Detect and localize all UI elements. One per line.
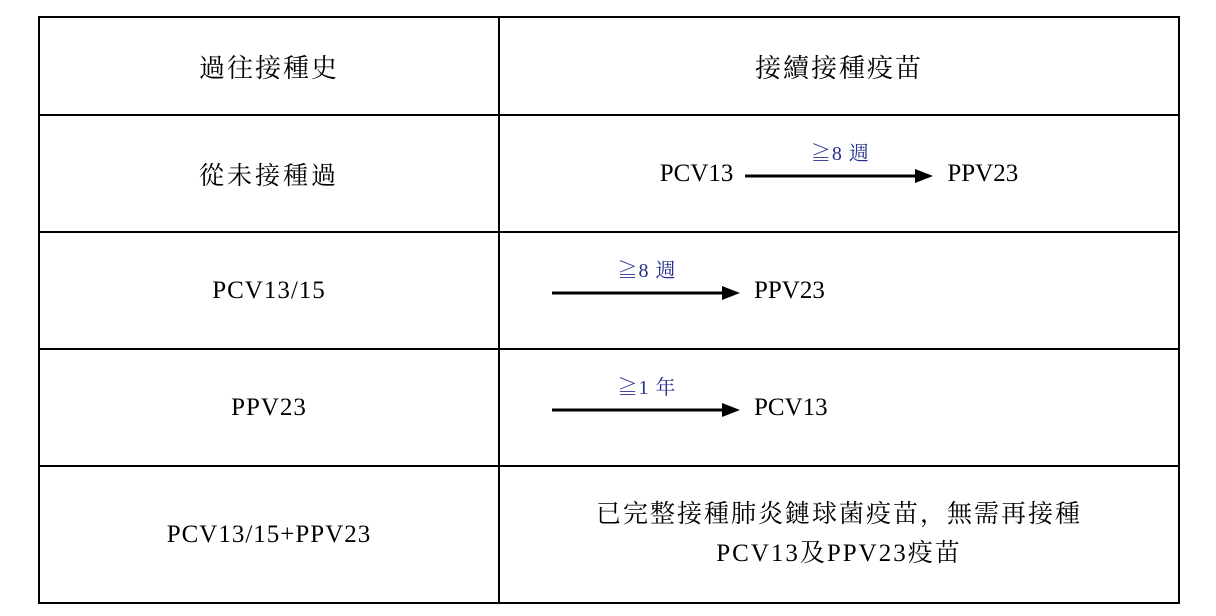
table-row (39, 115, 1179, 232)
cell-history-pcv-plus-ppv (39, 466, 499, 603)
cell-next-never-vaccinated (499, 115, 1179, 232)
cell-history-never-vaccinated (39, 115, 499, 232)
cell-history-ppv23 (39, 349, 499, 466)
vaccination-schedule-table (38, 16, 1180, 604)
table-row (39, 349, 1179, 466)
arrow-right-icon (552, 401, 742, 419)
flow-from-vaccine: PCV13 (659, 159, 734, 187)
cell-history-pcv13-15 (39, 232, 499, 349)
history-label: PCV13/15 (212, 276, 326, 304)
vaccine-flow (500, 376, 1178, 422)
arrow-right-icon (552, 284, 742, 302)
history-label: PCV13/15+PPV23 (166, 520, 372, 548)
flow-to-vaccine: PPV23 (947, 159, 1019, 187)
interval-label: ≧8 週 (617, 259, 677, 282)
table-row (39, 466, 1179, 603)
cell-next-pcv13-15 (499, 232, 1179, 349)
interval-arrow (552, 376, 742, 419)
flow-to-vaccine: PCV13 (754, 393, 828, 421)
completion-note (596, 496, 1082, 574)
header-next-label: 接續接種疫苗 (754, 53, 923, 83)
arrow-right-icon (745, 167, 935, 185)
table-header-row (39, 17, 1179, 115)
note-line-2: PCV13及PPV23疫苗 (716, 539, 962, 567)
vaccine-flow (500, 259, 1178, 305)
vaccine-flow (500, 142, 1178, 188)
flow-to-vaccine: PPV23 (754, 276, 825, 304)
interval-label: ≧1 年 (617, 376, 677, 399)
history-label: 從未接種過 (198, 162, 339, 190)
history-label: PPV23 (231, 393, 307, 421)
header-cell-next (499, 17, 1179, 115)
table-row (39, 232, 1179, 349)
note-line-1: 已完整接種肺炎鏈球菌疫苗，無需再接種 (595, 500, 1082, 528)
cell-next-complete-note (499, 466, 1179, 603)
cell-next-ppv23 (499, 349, 1179, 466)
interval-label: ≧8 週 (810, 142, 870, 165)
header-cell-history (39, 17, 499, 115)
interval-arrow (745, 142, 935, 185)
interval-arrow (552, 259, 742, 302)
header-history-label: 過往接種史 (198, 53, 339, 83)
